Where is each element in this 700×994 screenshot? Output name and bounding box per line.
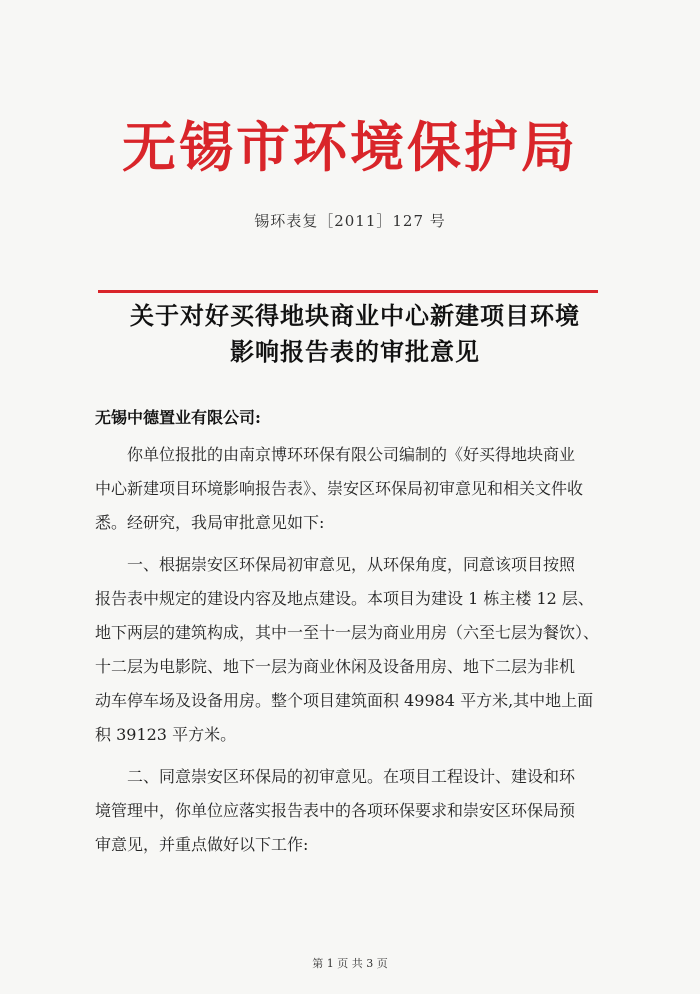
paragraph-line: 悉。经研究，我局审批意见如下: (95, 513, 325, 532)
title-line-2: 影响报告表的审批意见 (230, 337, 480, 366)
paragraph-line: 中心新建项目环境影响报告表》、崇安区环保局初审意见和相关文件收 (95, 479, 584, 498)
paragraph-line: 动车停车场及设备用房。整个项目建筑面积 49984 平方米,其中地上面 (95, 691, 594, 710)
paragraph-line: 地下两层的建筑构成，其中一至十一层为商业用房（六至七层为餐饮）、 (95, 623, 600, 642)
paragraph-line: 报告表中规定的建设内容及地点建设。本项目为建设 1 栋主楼 12 层、 (95, 589, 594, 608)
paragraph-line: 十二层为电影院、地下一层为商业休闲及设备用房、地下二层为非机 (95, 657, 576, 676)
body-text (95, 438, 615, 870)
document-number: 锡环表复［2011］127 号 (254, 212, 446, 230)
paragraph-1 (95, 438, 615, 540)
paragraph-3 (95, 760, 615, 862)
paragraph-line: 积 39123 平方米。 (95, 725, 237, 744)
paragraph-line: 你单位报批的由南京博环环保有限公司编制的《好买得地块商业 (127, 445, 576, 464)
paragraph-line: 境管理中，你单位应落实报告表中的各项环保要求和崇安区环保局预 (95, 801, 576, 820)
recipient: 无锡中德置业有限公司: (95, 408, 261, 427)
paragraph-2 (95, 548, 615, 752)
agency-name: 无锡市环境保护局 (122, 115, 578, 179)
page-number: 第 1 页 共 3 页 (312, 957, 388, 970)
paragraph-line: 一、根据崇安区环保局初审意见，从环保角度，同意该项目按照 (127, 555, 576, 574)
title-line-1: 关于对好买得地块商业中心新建项目环境 (130, 301, 580, 330)
paragraph-line: 二、同意崇安区环保局的初审意见。在项目工程设计、建设和环 (127, 767, 576, 786)
paragraph-line: 审意见，并重点做好以下工作: (95, 835, 309, 854)
header-red-divider (98, 290, 598, 293)
document-title (90, 298, 620, 370)
